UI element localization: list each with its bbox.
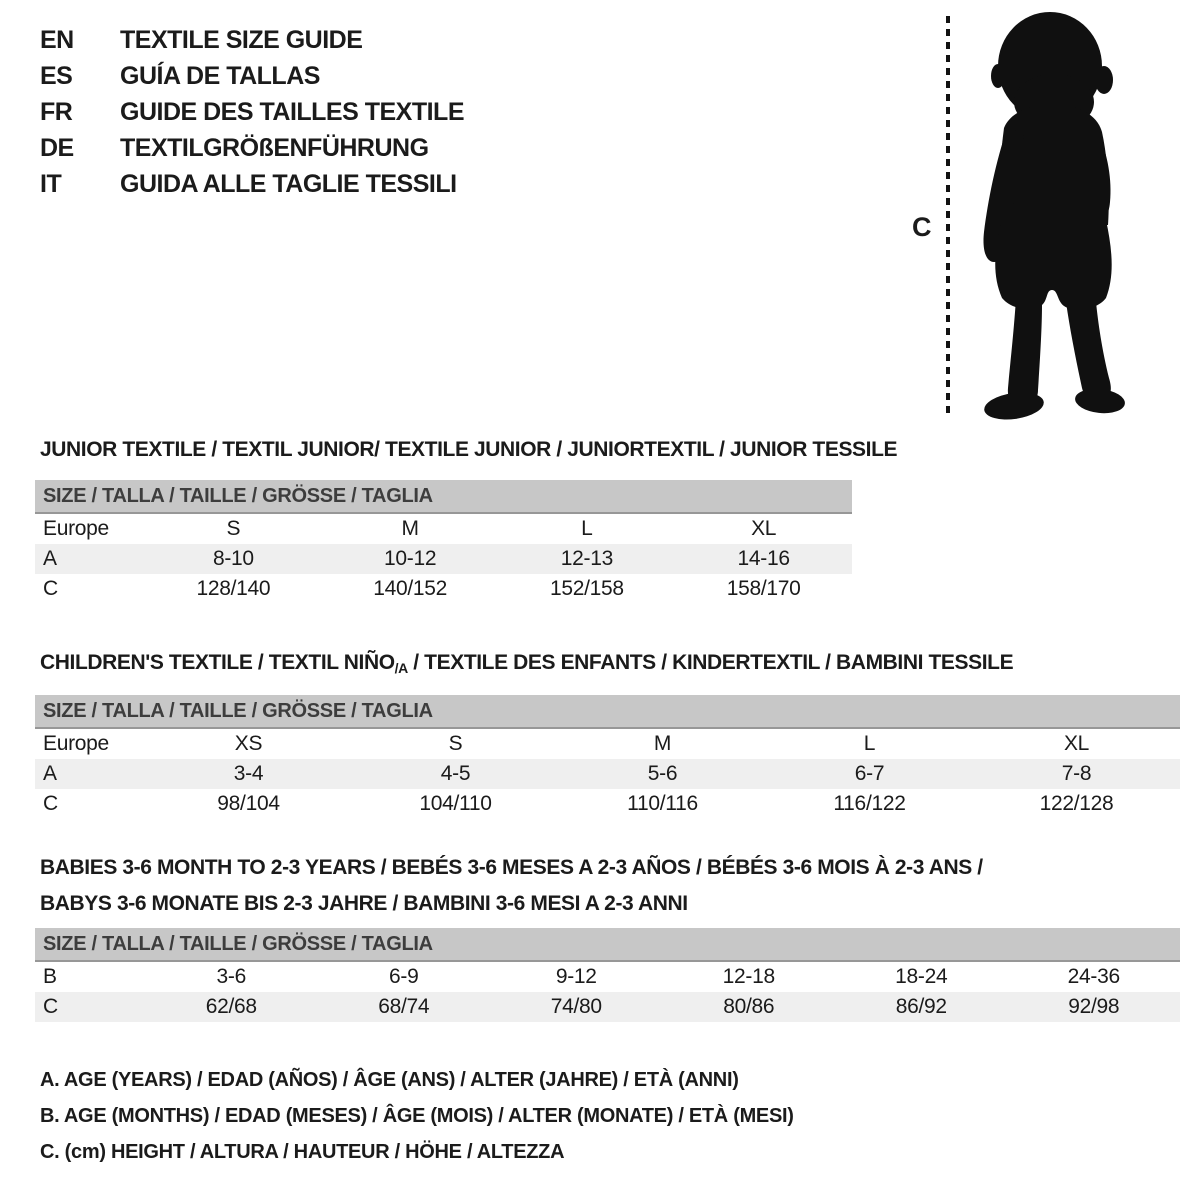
- lang-title: TEXTILE SIZE GUIDE: [120, 25, 363, 54]
- table-row: [35, 962, 1180, 992]
- height-measure-dashed-line: [946, 16, 950, 416]
- section-babies-textile: [35, 850, 1180, 1022]
- section-junior-textile: [35, 432, 898, 604]
- legend-line-b: B. AGE (MONTHS) / EDAD (MESES) / ÂGE (MOIS) / ALTER (MONATE) / ETÀ (MESI): [40, 1105, 794, 1127]
- lang-code: ES: [40, 61, 73, 90]
- row-label: A: [43, 762, 57, 785]
- table-cell: 14-16: [737, 547, 790, 570]
- table-cell: S: [448, 732, 463, 755]
- lang-row-fr: [40, 94, 464, 130]
- table-row: [35, 759, 1180, 789]
- table-cell: 6-9: [389, 965, 419, 988]
- table-cell: 8-10: [212, 547, 254, 570]
- lang-title: TEXTILGRÖßENFÜHRUNG: [120, 133, 429, 162]
- language-title-list: [40, 22, 464, 202]
- table-cell: 7-8: [1061, 762, 1092, 785]
- lang-row-de: [40, 130, 464, 166]
- table-cell: 128/140: [196, 577, 271, 600]
- title-part: CHILDREN'S TEXTILE / TEXTIL NIÑO: [40, 651, 395, 674]
- table-cell: 62/68: [205, 995, 257, 1018]
- toddler-silhouette-image: [962, 10, 1144, 420]
- size-header-bar: SIZE / TALLA / TAILLE / GRÖSSE / TAGLIA: [35, 695, 1180, 729]
- table-cell: 5-6: [647, 762, 678, 785]
- table-cell: 122/128: [1039, 792, 1114, 815]
- table-cell: L: [581, 517, 593, 540]
- table-cell: 92/98: [1068, 995, 1120, 1018]
- table-cell: 80/86: [723, 995, 775, 1018]
- table-row: [35, 729, 1180, 759]
- table-cell: 116/122: [833, 792, 906, 815]
- size-header-bar: SIZE / TALLA / TAILLE / GRÖSSE / TAGLIA: [35, 928, 1180, 962]
- row-label: A: [43, 547, 57, 570]
- section-childrens-textile: [35, 645, 1180, 819]
- row-label: Europe: [43, 732, 109, 755]
- row-label: C: [43, 995, 58, 1018]
- row-label: C: [43, 577, 58, 600]
- table-row: [35, 992, 1180, 1022]
- table-cell: 158/170: [726, 577, 801, 600]
- lang-title: GUIDE DES TAILLES TEXTILE: [120, 97, 465, 126]
- section-title-babies-line2: BABYS 3-6 MONATE BIS 2-3 JAHRE / BAMBINI 3-6 MESI A 2-3 ANNI: [40, 892, 688, 915]
- table-cell: 4-5: [440, 762, 471, 785]
- table-cell: 74/80: [550, 995, 602, 1018]
- table-cell: S: [226, 517, 241, 540]
- section-title-babies-line1: BABIES 3-6 MONTH TO 2-3 YEARS / BEBÉS 3-6 MESES A 2-3 AÑOS / BÉBÉS 3-6 MOIS À 2-3 ANS /: [40, 856, 983, 879]
- table-cell: M: [653, 732, 672, 755]
- lang-title: GUÍA DE TALLAS: [120, 61, 320, 90]
- size-header-bar: SIZE / TALLA / TAILLE / GRÖSSE / TAGLIA: [35, 480, 852, 514]
- table-cell: L: [863, 732, 876, 755]
- table-cell: 10-12: [384, 547, 437, 570]
- table-cell: 18-24: [895, 965, 948, 988]
- measurement-legend: [40, 1062, 794, 1170]
- title-subscript: /A: [394, 660, 408, 676]
- table-cell: 3-6: [216, 965, 246, 988]
- lang-row-it: [40, 166, 464, 202]
- table-cell: 9-12: [555, 965, 597, 988]
- table-cell: XL: [1063, 732, 1090, 755]
- lang-code: DE: [40, 133, 74, 162]
- table-cell: XL: [751, 517, 777, 540]
- table-cell: 12-13: [560, 547, 613, 570]
- row-label: C: [43, 792, 58, 815]
- table-cell: XS: [234, 732, 263, 755]
- lang-code: FR: [40, 97, 73, 126]
- lang-title: GUIDA ALLE TAGLIE TESSILI: [120, 169, 457, 198]
- table-cell: 98/104: [217, 792, 280, 815]
- lang-row-es: [40, 58, 464, 94]
- table-row: [35, 544, 852, 574]
- table-cell: 3-4: [233, 762, 264, 785]
- row-label: Europe: [43, 517, 109, 540]
- table-cell: 6-7: [854, 762, 885, 785]
- table-cell: 152/158: [549, 577, 624, 600]
- table-cell: 24-36: [1067, 965, 1120, 988]
- table-cell: 110/116: [627, 792, 698, 815]
- table-cell: 12-18: [722, 965, 775, 988]
- table-cell: 86/92: [895, 995, 947, 1018]
- table-cell: M: [401, 517, 419, 540]
- row-label: B: [43, 965, 57, 988]
- table-row: [35, 574, 852, 604]
- title-part: / TEXTILE DES ENFANTS / KINDERTEXTIL / BAMBINI TESSILE: [407, 651, 1014, 674]
- lang-code: EN: [40, 25, 74, 54]
- table-row: [35, 514, 852, 544]
- legend-line-a: A. AGE (YEARS) / EDAD (AÑOS) / ÂGE (ANS) / ALTER (JAHRE) / ETÀ (ANNI): [40, 1069, 739, 1091]
- table-cell: 68/74: [378, 995, 430, 1018]
- table-cell: 140/152: [373, 577, 448, 600]
- table-cell: 104/110: [419, 792, 492, 815]
- lang-code: IT: [40, 169, 62, 198]
- lang-row-en: [40, 22, 464, 58]
- section-title-children: [35, 645, 1180, 686]
- table-row: [35, 789, 1180, 819]
- section-title-junior: JUNIOR TEXTILE / TEXTIL JUNIOR/ TEXTILE JUNIOR / JUNIORTEXTIL / JUNIOR TESSILE: [40, 438, 898, 461]
- height-measure-label: C: [912, 212, 932, 242]
- legend-line-c: C. (cm) HEIGHT / ALTURA / HAUTEUR / HÖHE / ALTEZZA: [40, 1141, 565, 1163]
